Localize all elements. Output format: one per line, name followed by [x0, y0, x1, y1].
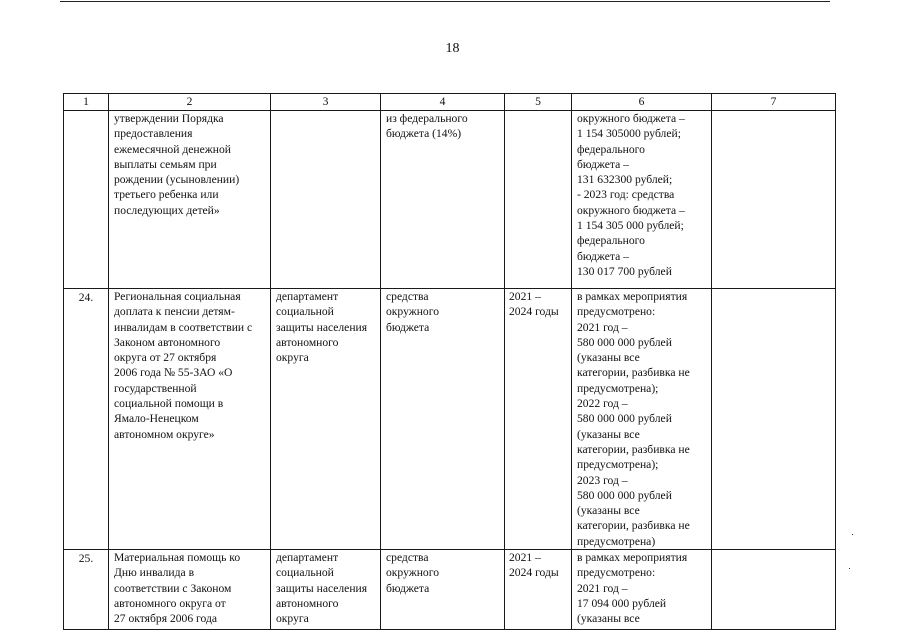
source-text-line: окружного — [386, 305, 439, 319]
measure-text-line: Региональная социальная — [114, 290, 241, 303]
measure-text-line: социальной помощи в — [114, 397, 224, 411]
source-text-line: из федерального — [386, 112, 468, 125]
period-text-line: 2024 годы — [509, 305, 559, 319]
table-row — [64, 289, 836, 550]
page-number: 18 — [445, 41, 460, 56]
measure-text-line: автономного округа от — [114, 596, 226, 610]
funding-text-line: федерального — [577, 234, 645, 248]
funding-text-line: 2021 год – — [577, 320, 628, 334]
source-text-line: бюджета — [386, 581, 430, 595]
funding-text-line: 580 000 000 рублей — [577, 335, 672, 349]
scan-speck — [849, 568, 850, 569]
executor-text-line: автономного — [276, 596, 339, 610]
funding-text-line: 130 017 700 рублей — [577, 264, 672, 278]
funding-text-line: предусмотрено: — [577, 305, 656, 319]
measure-text-line: Законом автономного — [114, 335, 221, 349]
period-cell — [505, 550, 572, 630]
column-header: 5 — [505, 94, 572, 111]
period-cell — [505, 111, 572, 289]
source-cell — [381, 111, 505, 289]
executor-text-line: департамент — [276, 551, 339, 565]
funding-text-line: категории, разбивка не — [577, 519, 690, 533]
top-border-line — [60, 1, 830, 2]
measure-text-line: Материальная помощь ко — [114, 551, 241, 565]
row-number-cell: 24. — [64, 289, 109, 550]
row-number-cell: 25. — [64, 550, 109, 630]
funding-text-line: (указаны все — [577, 427, 640, 441]
executor-cell — [271, 550, 381, 630]
funding-text-line: 580 000 000 рублей — [577, 488, 672, 502]
column-header: 7 — [712, 94, 836, 111]
measure-text-line: государственной — [114, 381, 197, 395]
funding-text-line: категории, разбивка не — [577, 366, 690, 380]
measure-text-line: последующих детей» — [114, 203, 220, 217]
measure-text-line: округа от 27 октября — [114, 351, 217, 365]
measure-text-line: 2006 года № 55-ЗАО «О — [114, 366, 233, 380]
source-text-line: бюджета (14%) — [386, 127, 462, 141]
funding-text-line: бюджета – — [577, 157, 629, 171]
period-cell — [505, 289, 572, 550]
funding-text-line: окружного бюджета – — [577, 203, 685, 217]
table-row — [64, 111, 836, 289]
measure-text-line: предоставления — [114, 127, 193, 141]
measure-text-line: доплата к пенсии детям- — [114, 305, 235, 319]
funding-text-line: 1 154 305 000 рублей; — [577, 219, 684, 233]
table-header-row — [64, 94, 836, 111]
measure-text-line: утверждении Порядка — [114, 112, 224, 125]
executor-text-line: социальной — [276, 305, 334, 319]
note-cell — [712, 550, 836, 630]
row-number-cell — [64, 111, 109, 289]
measure-cell — [109, 111, 271, 289]
measure-cell — [109, 550, 271, 630]
funding-text-line: бюджета – — [577, 249, 629, 263]
measures-table — [63, 93, 836, 630]
funding-text-line: 1 154 305000 рублей; — [577, 127, 681, 141]
measure-text-line: рождении (усыновлении) — [114, 173, 240, 187]
measure-text-line: ежемесячной денежной — [114, 142, 231, 156]
measure-text-line: 27 октября 2006 года — [114, 612, 218, 626]
measure-text-line: Ямало-Ненецком — [114, 412, 199, 426]
funding-text-line: в рамках мероприятия — [577, 290, 688, 303]
funding-text-line: (указаны все — [577, 612, 640, 626]
note-cell — [712, 111, 836, 289]
measure-text-line: третьего ребенка или — [114, 188, 219, 202]
funding-text-line: категории, разбивка не — [577, 442, 690, 456]
period-text-line: 2021 – — [509, 290, 541, 303]
source-text-line: средства — [386, 551, 429, 565]
funding-text-line: (указаны все — [577, 351, 640, 365]
column-header: 1 — [64, 94, 109, 111]
funding-text-line: (указаны все — [577, 504, 640, 518]
funding-text-line: 580 000 000 рублей — [577, 412, 672, 426]
column-header: 2 — [109, 94, 271, 111]
executor-cell — [271, 111, 381, 289]
scan-speck — [852, 534, 853, 535]
source-text-line: окружного — [386, 566, 439, 580]
funding-text-line: - 2023 год: средства — [577, 188, 675, 202]
period-text-line: 2024 годы — [509, 566, 559, 580]
funding-text-line: 17 094 000 рублей — [577, 596, 667, 610]
measure-text-line: Дню инвалида в — [114, 566, 195, 580]
column-header: 3 — [271, 94, 381, 111]
executor-text-line: округа — [276, 351, 309, 365]
period-text-line: 2021 – — [509, 551, 541, 565]
measure-text-line: выплаты семьям при — [114, 157, 217, 171]
source-text-line: бюджета — [386, 320, 430, 334]
source-cell — [381, 289, 505, 550]
funding-text-line: предусмотрена); — [577, 458, 659, 472]
funding-text-line: предусмотрена) — [577, 534, 656, 548]
funding-text-line: 2021 год – — [577, 581, 628, 595]
executor-text-line: департамент — [276, 290, 339, 303]
funding-cell — [572, 550, 712, 630]
funding-text-line: 131 632300 рублей; — [577, 173, 673, 187]
funding-text-line: в рамках мероприятия — [577, 551, 688, 565]
executor-text-line: защиты населения — [276, 320, 368, 334]
measure-text-line: автономном округе» — [114, 427, 215, 441]
funding-text-line: окружного бюджета – — [577, 112, 685, 125]
executor-text-line: автономного — [276, 335, 339, 349]
measure-cell — [109, 289, 271, 550]
source-cell — [381, 550, 505, 630]
funding-text-line: предусмотрено: — [577, 566, 656, 580]
measure-text-line: инвалидам в соответствии с — [114, 320, 253, 334]
executor-cell — [271, 289, 381, 550]
source-text-line: средства — [386, 290, 429, 303]
funding-text-line: 2023 год – — [577, 473, 628, 487]
measure-text-line: соответствии с Законом — [114, 581, 232, 595]
executor-text-line: социальной — [276, 566, 334, 580]
executor-text-line: защиты населения — [276, 581, 368, 595]
funding-text-line: федерального — [577, 142, 645, 156]
funding-cell — [572, 111, 712, 289]
funding-text-line: предусмотрена); — [577, 381, 659, 395]
executor-text-line: округа — [276, 612, 309, 626]
table-row — [64, 550, 836, 630]
funding-cell — [572, 289, 712, 550]
funding-text-line: 2022 год – — [577, 397, 628, 411]
column-header: 4 — [381, 94, 505, 111]
column-header: 6 — [572, 94, 712, 111]
note-cell — [712, 289, 836, 550]
